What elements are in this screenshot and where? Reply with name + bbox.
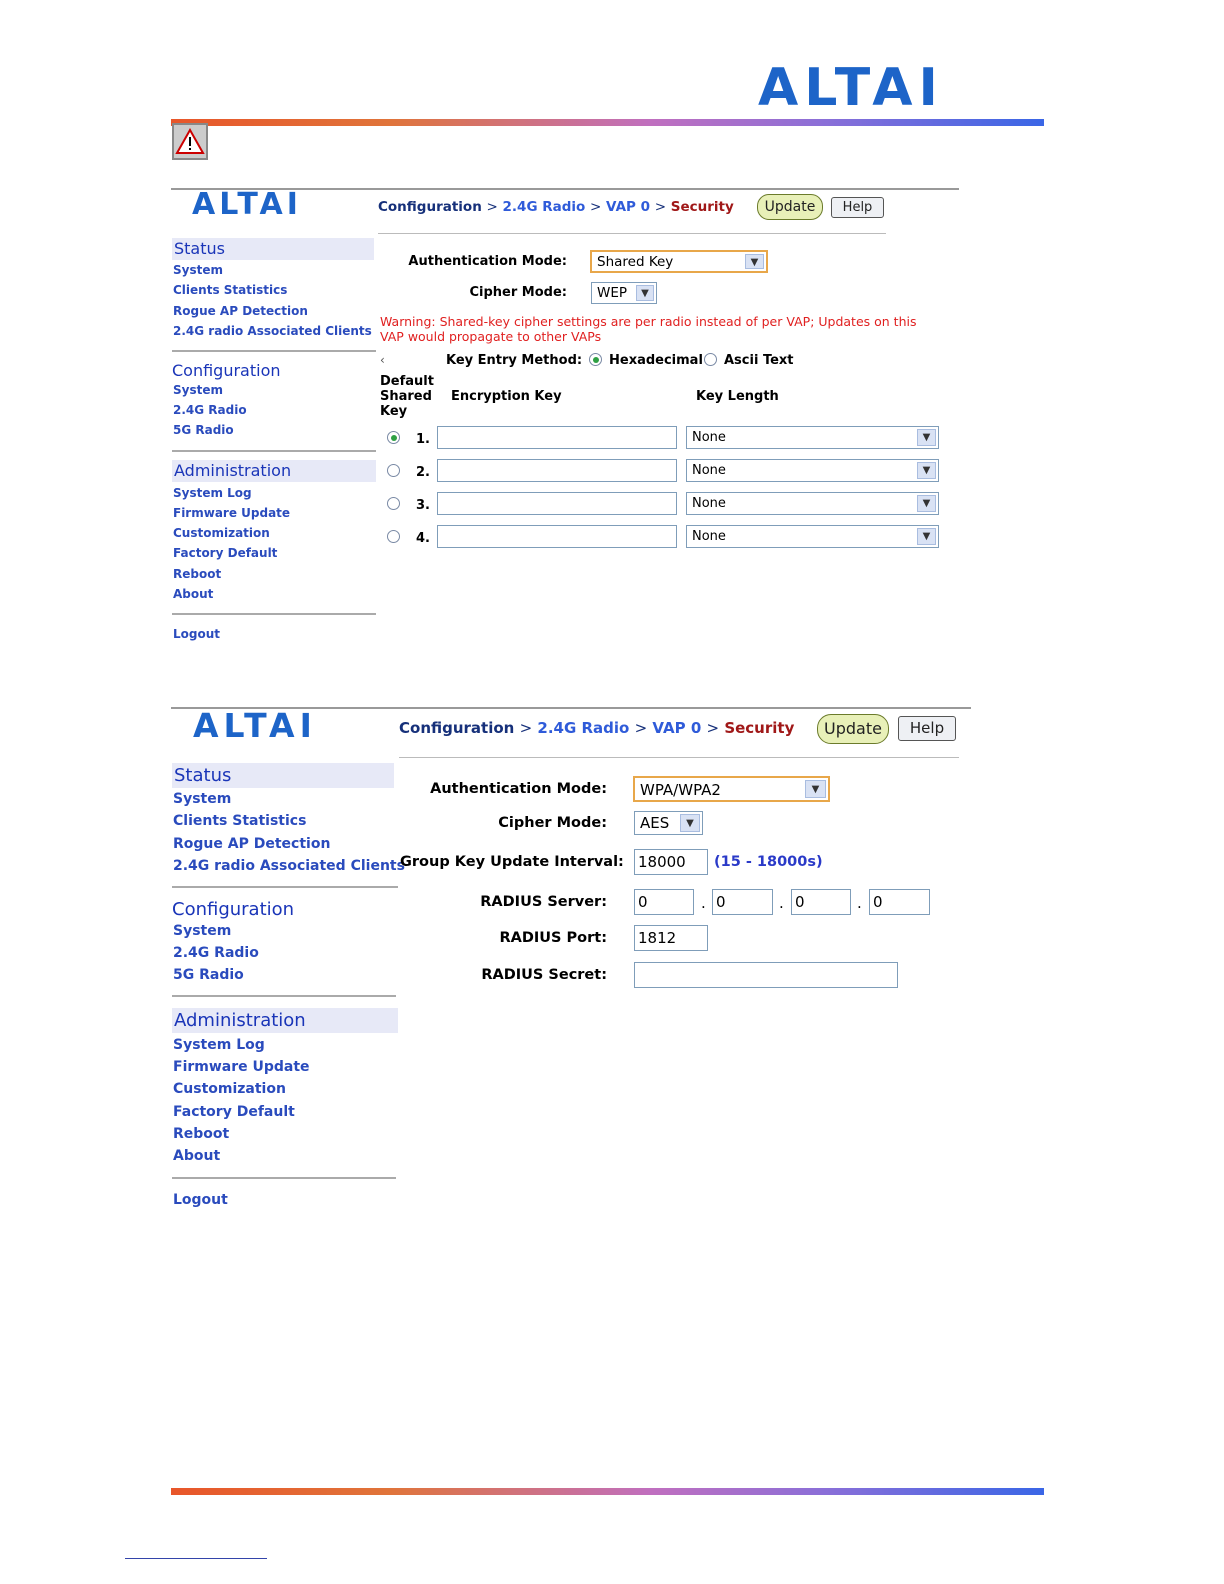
panel2-customization-link[interactable]: Customization [173,1081,286,1097]
panel1-key-length-select-3[interactable]: None ▼ [686,492,939,515]
chevron-down-icon: ▼ [745,254,764,269]
panel2-group-key-hint: (15 - 18000s) [714,854,823,870]
panel1-factory-default-link[interactable]: Factory Default [173,546,278,560]
panel1-key-entry-label: Key Entry Method: [446,353,583,368]
panel1-config-system-link[interactable]: System [173,383,223,397]
panel1-customization-link[interactable]: Customization [173,526,270,540]
panel1-auth-mode-select[interactable]: Shared Key ▼ [590,250,768,273]
panel2-auth-mode-label: Authentication Mode: [430,781,607,797]
panel1-encryption-key-input-2[interactable] [437,459,677,482]
panel1-col-default-header: Default Shared Key [380,374,434,419]
panel2-update-button[interactable]: Update [817,714,889,744]
panel2-group-key-label: Group Key Update Interval: [400,854,624,870]
panel2-cipher-mode-label: Cipher Mode: [498,815,607,831]
panel1-encryption-key-input-1[interactable] [437,426,677,449]
panel1-rogue-ap-link[interactable]: Rogue AP Detection [173,304,308,318]
panel2-radius-server-octet-1[interactable]: 0 [634,889,694,915]
panel2-auth-mode-select[interactable]: WPA/WPA2 ▼ [633,776,830,802]
panel1-config-heading: Configuration [172,361,281,380]
panel1-key-length-select-1[interactable]: None ▼ [686,426,939,449]
panel1-system-log-link[interactable]: System Log [173,486,252,500]
panel2-firmware-update-link[interactable]: Firmware Update [173,1059,310,1075]
panel2-radius-server-octet-3[interactable]: 0 [791,889,851,915]
breadcrumb-vap-link[interactable]: VAP 0 [606,199,650,215]
panel2-ip-dot-1: . [701,894,706,912]
panel1-sidebar-rule-2 [172,450,376,452]
panel1-col-encryption-header: Encryption Key [451,389,562,404]
breadcrumb-current: Security [670,199,734,215]
panel2-rogue-ap-link[interactable]: Rogue AP Detection [173,836,331,852]
panel2-group-key-input[interactable]: 18000 [634,849,708,875]
panel1-config-24g-link[interactable]: 2.4G Radio [173,403,247,417]
panel1-key-num-2: 2. [416,465,430,480]
chevron-down-icon: ▼ [917,462,936,479]
panel1-firmware-update-link[interactable]: Firmware Update [173,506,291,520]
panel2-sidebar-rule-3 [172,1177,396,1179]
panel1-logout-link[interactable]: Logout [173,627,221,641]
panel1-logo: ALTAI [192,187,302,222]
panel2-config-system-link[interactable]: System [173,923,232,939]
panel1-hex-radio[interactable] [589,353,602,366]
panel1-breadcrumb: Configuration > 2.4G Radio > VAP 0 > Security [378,199,734,215]
panel1-stray-mark: ‹ [380,353,385,367]
panel2-radius-server-octet-2[interactable]: 0 [712,889,773,915]
warning-icon [172,123,208,160]
breadcrumb-radio-link[interactable]: 2.4G Radio [537,719,630,737]
panel1-cipher-mode-select[interactable]: WEP ▼ [591,282,657,304]
breadcrumb-vap-link[interactable]: VAP 0 [652,719,702,737]
panel1-default-key-radio-2[interactable] [387,464,400,477]
breadcrumb-current: Security [724,719,795,737]
panel2-ip-dot-3: . [857,894,862,912]
chevron-down-icon: ▼ [805,780,826,798]
breadcrumb-radio-link[interactable]: 2.4G Radio [502,199,586,215]
panel1-encryption-key-input-4[interactable] [437,525,677,548]
panel1-header-rule [378,233,886,234]
footer-gradient-bar [171,1488,1044,1495]
panel2-config-heading: Configuration [172,899,295,920]
panel2-cipher-mode-select[interactable]: AES ▼ [634,811,703,835]
panel2-sidebar-rule-2 [172,995,396,997]
breadcrumb-configuration: Configuration [378,199,482,215]
panel2-logout-link[interactable]: Logout [173,1192,228,1208]
panel2-admin-heading: Administration [172,1008,398,1033]
chevron-down-icon: ▼ [680,814,700,832]
panel2-radius-server-label: RADIUS Server: [480,894,607,910]
panel1-clients-statistics-link[interactable]: Clients Statistics [173,283,288,297]
chevron-down-icon: ▼ [917,495,936,512]
panel2-status-heading: Status [172,763,394,788]
panel2-config-5g-link[interactable]: 5G Radio [173,967,244,983]
panel2-reboot-link[interactable]: Reboot [173,1126,230,1142]
chevron-down-icon: ▼ [917,429,936,446]
panel2-system-log-link[interactable]: System Log [173,1037,265,1053]
panel2-radius-server-octet-4[interactable]: 0 [869,889,930,915]
panel1-default-key-radio-3[interactable] [387,497,400,510]
panel1-sidebar-rule-1 [172,350,376,352]
panel2-logo: ALTAI [193,706,317,745]
panel2-config-24g-link[interactable]: 2.4G Radio [173,945,259,961]
panel1-col-length-header: Key Length [696,389,779,404]
panel1-help-button[interactable]: Help [831,197,884,218]
panel2-clients-statistics-link[interactable]: Clients Statistics [173,813,307,829]
panel1-default-key-radio-4[interactable] [387,530,400,543]
panel1-associated-clients-link[interactable]: 2.4G radio Associated Clients [173,324,372,338]
panel1-key-num-1: 1. [416,432,430,447]
chevron-down-icon: ▼ [636,285,654,301]
panel1-key-num-4: 4. [416,531,430,546]
panel1-hex-label: Hexadecimal [609,353,703,368]
panel1-sidebar-rule-3 [172,613,376,615]
panel2-header-rule [399,757,959,758]
panel1-update-button[interactable]: Update [757,194,823,220]
panel1-encryption-key-input-3[interactable] [437,492,677,515]
panel1-key-length-select-2[interactable]: None ▼ [686,459,939,482]
panel1-admin-heading: Administration [172,460,376,482]
panel1-cipher-mode-label: Cipher Mode: [469,285,567,300]
chevron-down-icon: ▼ [917,528,936,545]
panel2-associated-clients-link[interactable]: 2.4G radio Associated Clients [173,858,405,874]
panel2-factory-default-link[interactable]: Factory Default [173,1104,295,1120]
panel2-radius-port-input[interactable]: 1812 [634,925,708,951]
footer-rule [125,1558,267,1559]
panel1-key-num-3: 3. [416,498,430,513]
panel2-ip-dot-2: . [779,894,784,912]
panel2-help-button[interactable]: Help [898,716,956,741]
panel2-radius-port-label: RADIUS Port: [499,930,607,946]
panel2-status-system-link[interactable]: System [173,791,232,807]
panel1-auth-mode-label: Authentication Mode: [408,254,567,269]
panel1-ascii-label: Ascii Text [724,353,794,368]
panel1-ascii-radio[interactable] [704,353,717,366]
breadcrumb-configuration: Configuration [399,719,515,737]
panel1-config-5g-link[interactable]: 5G Radio [173,423,234,437]
panel2-breadcrumb: Configuration > 2.4G Radio > VAP 0 > Security [399,719,795,737]
header-gradient-bar [171,119,1044,126]
panel1-status-system-link[interactable]: System [173,263,223,277]
panel1-default-key-radio-1[interactable] [387,431,400,444]
panel1-shared-key-warning: Warning: Shared-key cipher settings are per radio instead of per VAP; Updates on this VAP would propagate to other VAPs [380,314,917,344]
panel2-about-link[interactable]: About [173,1148,221,1164]
panel2-sidebar-rule-1 [172,886,398,888]
panel1-about-link[interactable]: About [173,587,214,601]
panel1-status-heading: Status [172,238,374,260]
header-logo: ALTAI [758,58,944,118]
panel1-reboot-link[interactable]: Reboot [173,567,222,581]
panel1-key-length-select-4[interactable]: None ▼ [686,525,939,548]
panel2-radius-secret-label: RADIUS Secret: [481,967,607,983]
panel2-radius-secret-input[interactable] [634,962,898,988]
